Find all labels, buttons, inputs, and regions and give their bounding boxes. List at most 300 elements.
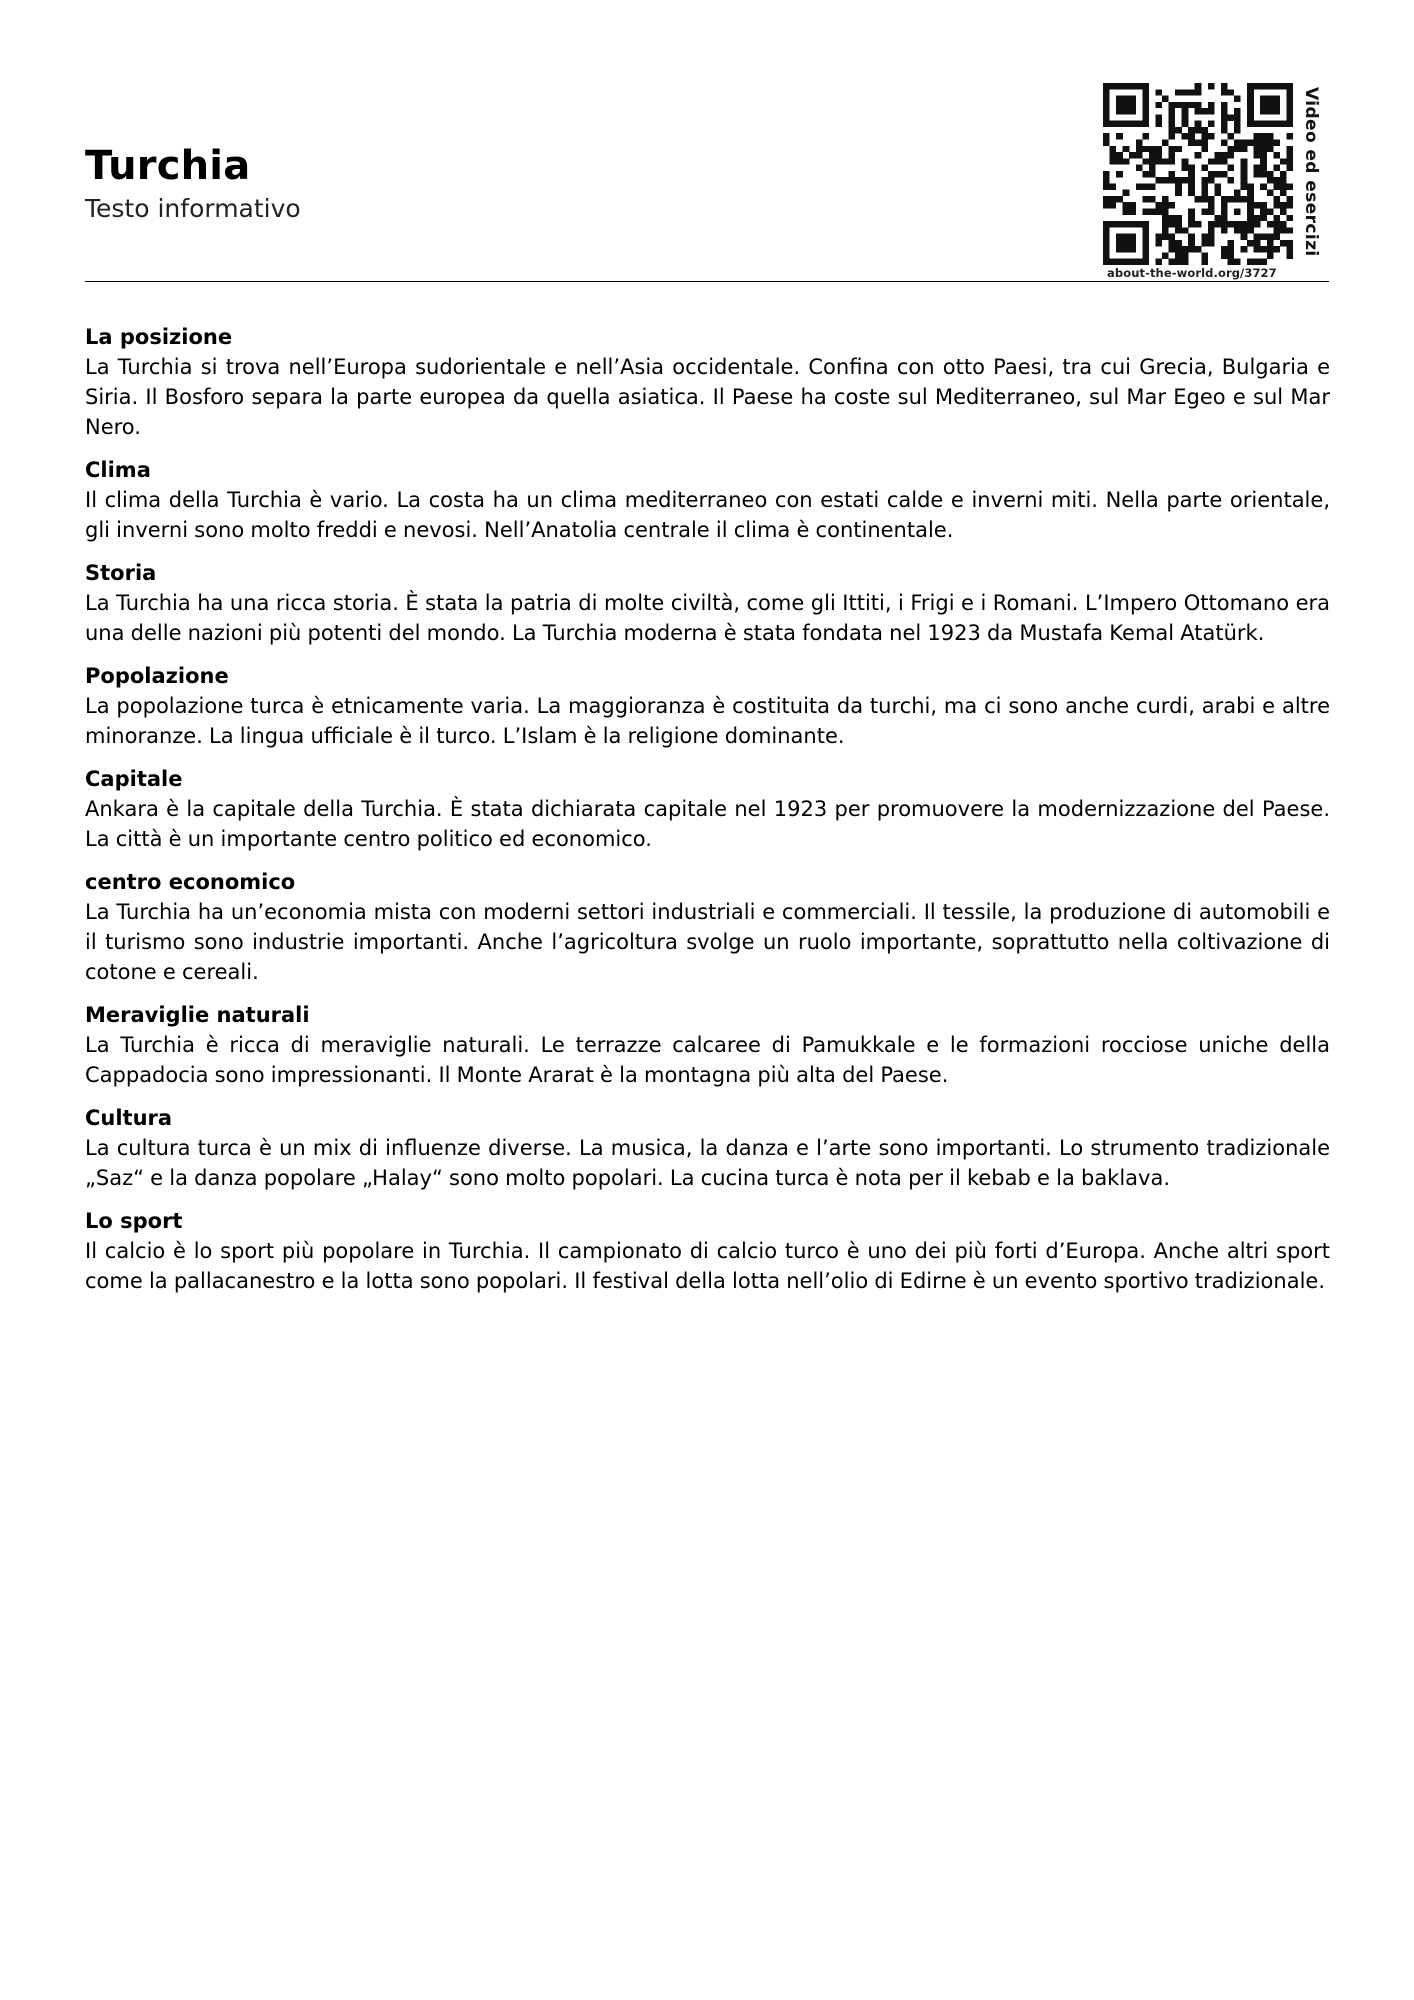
qr-module: [1136, 83, 1143, 89]
qr-module: [1169, 152, 1176, 158]
qr-module: [1280, 121, 1287, 127]
qr-module: [1142, 246, 1149, 252]
qr-module: [1175, 127, 1182, 133]
qr-module: [1142, 114, 1149, 120]
qr-module: [1169, 221, 1176, 227]
section-body: Ankara è la capitale della Turchia. È stata dichiarata capitale nel 1923 per promuovere la modernizzazione del Paese. La città è un importante centro politico ed economico.: [85, 797, 1330, 851]
qr-module: [1260, 202, 1267, 208]
qr-module: [1129, 259, 1136, 265]
qr-module: [1162, 234, 1169, 240]
qr-module: [1221, 152, 1228, 158]
qr-module: [1116, 121, 1123, 127]
qr-module: [1214, 190, 1221, 196]
qr-module: [1234, 146, 1241, 152]
qr-module: [1267, 246, 1274, 252]
qr-module: [1254, 165, 1261, 171]
qr-module: [1169, 202, 1176, 208]
qr-module: [1247, 259, 1254, 265]
qr-module: [1273, 202, 1280, 208]
qr-module: [1241, 221, 1248, 227]
qr-module: [1123, 146, 1130, 152]
qr-module: [1280, 240, 1287, 246]
qr-module: [1155, 259, 1162, 265]
section-body: La Turchia ha una ricca storia. È stata la patria di molte civiltà, come gli Ittiti, i Frigi e i Romani. L’Impero Ottomano era una delle nazioni più potenti del mondo. La Turchia moderna è stata fondata nel 1923 da Mustafa Kemal Atatürk.: [85, 591, 1330, 645]
qr-module: [1247, 83, 1254, 89]
qr-module: [1234, 190, 1241, 196]
qr-module: [1129, 221, 1136, 227]
section-meraviglie-naturali: [85, 1000, 1330, 1090]
qr-module: [1182, 259, 1189, 265]
qr-module: [1136, 121, 1143, 127]
qr-module: [1162, 215, 1169, 221]
qr-module: [1286, 133, 1293, 139]
qr-module: [1286, 158, 1293, 164]
qr-module: [1175, 221, 1182, 227]
qr-module: [1267, 83, 1274, 89]
qr-module: [1267, 133, 1274, 139]
qr-module: [1221, 246, 1228, 252]
qr-module: [1188, 209, 1195, 215]
qr-module: [1155, 146, 1162, 152]
qr-module: [1286, 108, 1293, 114]
qr-module: [1201, 259, 1208, 265]
section-heading: Meraviglie naturali: [85, 1003, 310, 1027]
qr-module: [1142, 83, 1149, 89]
qr-module: [1267, 234, 1274, 240]
section-heading: Lo sport: [85, 1209, 183, 1233]
qr-module: [1116, 152, 1123, 158]
qr-module: [1103, 139, 1110, 145]
qr-module: [1155, 89, 1162, 95]
qr-module: [1221, 158, 1228, 164]
qr-module: [1129, 121, 1136, 127]
qr-module: [1260, 183, 1267, 189]
qr-module: [1195, 152, 1202, 158]
qr-module: [1260, 246, 1267, 252]
qr-module: [1267, 146, 1274, 152]
qr-module: [1195, 246, 1202, 252]
qr-module: [1247, 89, 1254, 95]
qr-module: [1234, 108, 1241, 114]
qr-module: [1155, 240, 1162, 246]
qr-module: [1286, 121, 1293, 127]
qr-module: [1254, 234, 1261, 240]
qr-module: [1227, 196, 1234, 202]
qr-module: [1103, 196, 1110, 202]
qr-module: [1227, 177, 1234, 183]
qr-module: [1267, 240, 1274, 246]
qr-module: [1267, 190, 1274, 196]
qr-module: [1241, 177, 1248, 183]
qr-module: [1142, 234, 1149, 240]
qr-module: [1201, 139, 1208, 145]
qr-module: [1214, 215, 1221, 221]
qr-module: [1286, 196, 1293, 202]
qr-module: [1260, 158, 1267, 164]
qr-module: [1149, 209, 1156, 215]
qr-module: [1201, 165, 1208, 171]
qr-module: [1116, 221, 1123, 227]
qr-module: [1129, 246, 1136, 252]
qr-module: [1110, 158, 1117, 164]
qr-module: [1169, 108, 1176, 114]
qr-module: [1142, 133, 1149, 139]
qr-module: [1221, 102, 1228, 108]
qr-module: [1123, 190, 1130, 196]
qr-module: [1142, 96, 1149, 102]
qr-module: [1103, 227, 1110, 233]
qr-module: [1227, 114, 1234, 120]
qr-url-label[interactable]: about-the-world.org/3727: [1107, 266, 1277, 280]
qr-module: [1123, 259, 1130, 265]
qr-module: [1162, 227, 1169, 233]
qr-module: [1110, 221, 1117, 227]
section-cultura: [85, 1103, 1330, 1193]
qr-module: [1169, 171, 1176, 177]
qr-module: [1129, 102, 1136, 108]
qr-module: [1123, 240, 1130, 246]
section-heading: La posizione: [85, 325, 233, 349]
qr-module: [1227, 259, 1234, 265]
qr-module: [1123, 202, 1130, 208]
qr-module: [1188, 133, 1195, 139]
qr-module: [1162, 221, 1169, 227]
qr-module: [1162, 139, 1169, 145]
qr-module: [1103, 121, 1110, 127]
qr-module: [1123, 246, 1130, 252]
qr-module: [1208, 121, 1215, 127]
qr-module: [1110, 83, 1117, 89]
qr-module: [1286, 146, 1293, 152]
qr-module: [1188, 246, 1195, 252]
qr-module: [1208, 83, 1215, 89]
qr-module: [1162, 209, 1169, 215]
qr-module: [1129, 96, 1136, 102]
qr-module: [1142, 108, 1149, 114]
qr-module: [1103, 202, 1110, 208]
qr-module: [1201, 252, 1208, 258]
qr-module: [1142, 146, 1149, 152]
qr-module: [1175, 177, 1182, 183]
qr-module: [1286, 252, 1293, 258]
qr-module: [1182, 133, 1189, 139]
qr-module: [1149, 158, 1156, 164]
qr-module: [1129, 234, 1136, 240]
qr-module: [1116, 259, 1123, 265]
qr-module: [1195, 127, 1202, 133]
qr-module: [1155, 177, 1162, 183]
qr-module: [1201, 133, 1208, 139]
section-heading: Capitale: [85, 767, 183, 791]
qr-module: [1247, 139, 1254, 145]
qr-module: [1201, 177, 1208, 183]
qr-module: [1273, 139, 1280, 145]
qr-module: [1273, 108, 1280, 114]
qr-module: [1280, 177, 1287, 183]
qr-module: [1260, 171, 1267, 177]
qr-module: [1142, 259, 1149, 265]
qr-module: [1136, 221, 1143, 227]
qr-module: [1241, 183, 1248, 189]
qr-module: [1182, 89, 1189, 95]
qr-module: [1110, 146, 1117, 152]
qr-module: [1195, 102, 1202, 108]
qr-module: [1155, 234, 1162, 240]
qr-module: [1273, 102, 1280, 108]
qr-module: [1260, 83, 1267, 89]
qr-module: [1123, 108, 1130, 114]
qr-module: [1149, 146, 1156, 152]
qr-module: [1169, 259, 1176, 265]
section-heading: Popolazione: [85, 664, 229, 688]
qr-module: [1162, 196, 1169, 202]
qr-module: [1227, 146, 1234, 152]
qr-module: [1169, 102, 1176, 108]
qr-module: [1273, 177, 1280, 183]
qr-module: [1195, 83, 1202, 89]
qr-module: [1280, 221, 1287, 227]
qr-module: [1208, 209, 1215, 215]
qr-module: [1280, 171, 1287, 177]
qr-module: [1142, 196, 1149, 202]
qr-module: [1149, 196, 1156, 202]
qr-module: [1221, 83, 1228, 89]
qr-module: [1175, 215, 1182, 221]
qr-module: [1286, 215, 1293, 221]
qr-module: [1267, 121, 1274, 127]
qr-module: [1116, 102, 1123, 108]
qr-module: [1103, 96, 1110, 102]
qr-module: [1227, 252, 1234, 258]
qr-module: [1195, 89, 1202, 95]
qr-module: [1267, 102, 1274, 108]
qr-module: [1149, 171, 1156, 177]
qr-module: [1247, 190, 1254, 196]
section-storia: [85, 558, 1330, 648]
qr-module: [1247, 240, 1254, 246]
qr-module: [1273, 234, 1280, 240]
qr-module: [1260, 165, 1267, 171]
qr-module: [1280, 183, 1287, 189]
qr-module: [1260, 152, 1267, 158]
qr-module: [1116, 158, 1123, 164]
qr-module: [1286, 83, 1293, 89]
qr-module: [1188, 234, 1195, 240]
qr-module: [1260, 108, 1267, 114]
qr-module: [1136, 139, 1143, 145]
qr-module: [1254, 246, 1261, 252]
qr-module: [1221, 108, 1228, 114]
qr-module: [1221, 196, 1228, 202]
qr-module: [1267, 252, 1274, 258]
qr-module: [1267, 171, 1274, 177]
qr-module: [1123, 234, 1130, 240]
qr-module: [1182, 108, 1189, 114]
qr-module: [1175, 259, 1182, 265]
qr-module: [1260, 96, 1267, 102]
qr-module: [1286, 152, 1293, 158]
qr-module: [1162, 158, 1169, 164]
qr-module: [1142, 240, 1149, 246]
section-heading: Cultura: [85, 1106, 173, 1130]
qr-module: [1260, 102, 1267, 108]
qr-module: [1208, 202, 1215, 208]
qr-module: [1142, 121, 1149, 127]
qr-module: [1116, 96, 1123, 102]
qr-module: [1103, 89, 1110, 95]
qr-module: [1254, 139, 1261, 145]
qr-module: [1221, 227, 1228, 233]
qr-module: [1221, 252, 1228, 258]
qr-module: [1182, 246, 1189, 252]
qr-module: [1201, 108, 1208, 114]
qr-module: [1286, 114, 1293, 120]
section-la-posizione: [85, 322, 1330, 442]
qr-module: [1260, 215, 1267, 221]
qr-module: [1195, 108, 1202, 114]
qr-module: [1116, 108, 1123, 114]
qr-module: [1221, 202, 1228, 208]
qr-module: [1175, 102, 1182, 108]
page-title: Turchia: [85, 143, 251, 189]
qr-module: [1254, 83, 1261, 89]
qr-module: [1241, 234, 1248, 240]
qr-module: [1188, 89, 1195, 95]
qr-module: [1254, 259, 1261, 265]
qr-module: [1201, 209, 1208, 215]
qr-module: [1208, 196, 1215, 202]
qr-module: [1175, 190, 1182, 196]
qr-module: [1208, 177, 1215, 183]
qr-module: [1208, 171, 1215, 177]
qr-module: [1234, 259, 1241, 265]
qr-module: [1188, 190, 1195, 196]
qr-module: [1188, 139, 1195, 145]
qr-module: [1103, 133, 1110, 139]
qr-module: [1208, 240, 1215, 246]
qr-module: [1110, 196, 1117, 202]
qr-module: [1142, 89, 1149, 95]
qr-module: [1201, 146, 1208, 152]
qr-module: [1175, 246, 1182, 252]
qr-module: [1208, 158, 1215, 164]
qr-module: [1254, 133, 1261, 139]
qr-module: [1182, 165, 1189, 171]
qr-module: [1241, 158, 1248, 164]
section-body: La cultura turca è un mix di influenze diverse. La musica, la danza e l’arte sono importanti. Lo strumento tradizionale „Saz“ e la danza popolare „Halay“ sono molto popolari. La cucina turca è nota per il kebab e la baklava.: [85, 1136, 1330, 1190]
qr-module: [1136, 152, 1143, 158]
qr-module: [1103, 252, 1110, 258]
qr-module: [1227, 221, 1234, 227]
qr-module: [1208, 234, 1215, 240]
qr-module: [1129, 240, 1136, 246]
qr-module: [1227, 240, 1234, 246]
qr-module: [1241, 171, 1248, 177]
qr-module: [1273, 215, 1280, 221]
qr-module: [1188, 177, 1195, 183]
qr-module: [1169, 146, 1176, 152]
section-body: Il clima della Turchia è vario. La costa ha un clima mediterraneo con estati calde e inverni miti. Nella parte orientale, gli inverni sono molto freddi e nevosi. Nell’Anatolia centrale il clima è continentale.: [85, 488, 1330, 542]
qr-module: [1227, 152, 1234, 158]
qr-module: [1175, 240, 1182, 246]
qr-module: [1103, 114, 1110, 120]
qr-module: [1142, 252, 1149, 258]
qr-module: [1110, 183, 1117, 189]
qr-module: [1208, 108, 1215, 114]
qr-module: [1254, 121, 1261, 127]
qr-module: [1103, 259, 1110, 265]
qr-module: [1234, 127, 1241, 133]
qr-module: [1208, 221, 1215, 227]
qr-module: [1169, 246, 1176, 252]
qr-module: [1142, 171, 1149, 177]
qr-module: [1260, 146, 1267, 152]
section-centro-economico: [85, 867, 1330, 987]
section-heading: centro economico: [85, 870, 296, 894]
qr-module: [1286, 165, 1293, 171]
qr-module: [1169, 240, 1176, 246]
qr-module: [1103, 246, 1110, 252]
qr-module: [1214, 221, 1221, 227]
qr-module: [1227, 246, 1234, 252]
qr-module: [1103, 183, 1110, 189]
qr-module: [1182, 121, 1189, 127]
qr-module: [1273, 152, 1280, 158]
qr-module: [1273, 221, 1280, 227]
qr-module: [1267, 209, 1274, 215]
qr-module: [1142, 227, 1149, 233]
qr-module: [1234, 209, 1241, 215]
qr-module: [1273, 96, 1280, 102]
qr-module: [1280, 83, 1287, 89]
qr-module: [1188, 221, 1195, 227]
section-body: La Turchia è ricca di meraviglie naturali. Le terrazze calcaree di Pamukkale e le formazioni rocciose uniche della Cappadocia sono impressionanti. Il Monte Ararat è la montagna più alta del Paese.: [85, 1033, 1330, 1087]
qr-module: [1103, 83, 1110, 89]
qr-module: [1247, 209, 1254, 215]
qr-module: [1155, 209, 1162, 215]
qr-module: [1155, 202, 1162, 208]
header-divider: [85, 281, 1329, 282]
qr-module: [1234, 96, 1241, 102]
qr-module: [1116, 234, 1123, 240]
qr-module: [1169, 158, 1176, 164]
qr-module: [1273, 227, 1280, 233]
qr-link-block[interactable]: [1103, 83, 1325, 283]
qr-module: [1201, 196, 1208, 202]
qr-module: [1214, 152, 1221, 158]
qr-module: [1286, 246, 1293, 252]
qr-module: [1260, 259, 1267, 265]
qr-module: [1142, 102, 1149, 108]
qr-module: [1273, 121, 1280, 127]
qr-module: [1267, 139, 1274, 145]
qr-module: [1110, 121, 1117, 127]
qr-code-icon[interactable]: [1103, 83, 1293, 265]
qr-module: [1123, 83, 1130, 89]
qr-module: [1241, 165, 1248, 171]
qr-module: [1175, 252, 1182, 258]
qr-module: [1116, 83, 1123, 89]
qr-module: [1241, 196, 1248, 202]
section-capitale: [85, 764, 1330, 854]
qr-module: [1175, 183, 1182, 189]
qr-module: [1188, 215, 1195, 221]
qr-module: [1188, 165, 1195, 171]
qr-module: [1267, 96, 1274, 102]
article-content: [85, 322, 1330, 1309]
qr-module: [1175, 146, 1182, 152]
qr-module: [1188, 102, 1195, 108]
